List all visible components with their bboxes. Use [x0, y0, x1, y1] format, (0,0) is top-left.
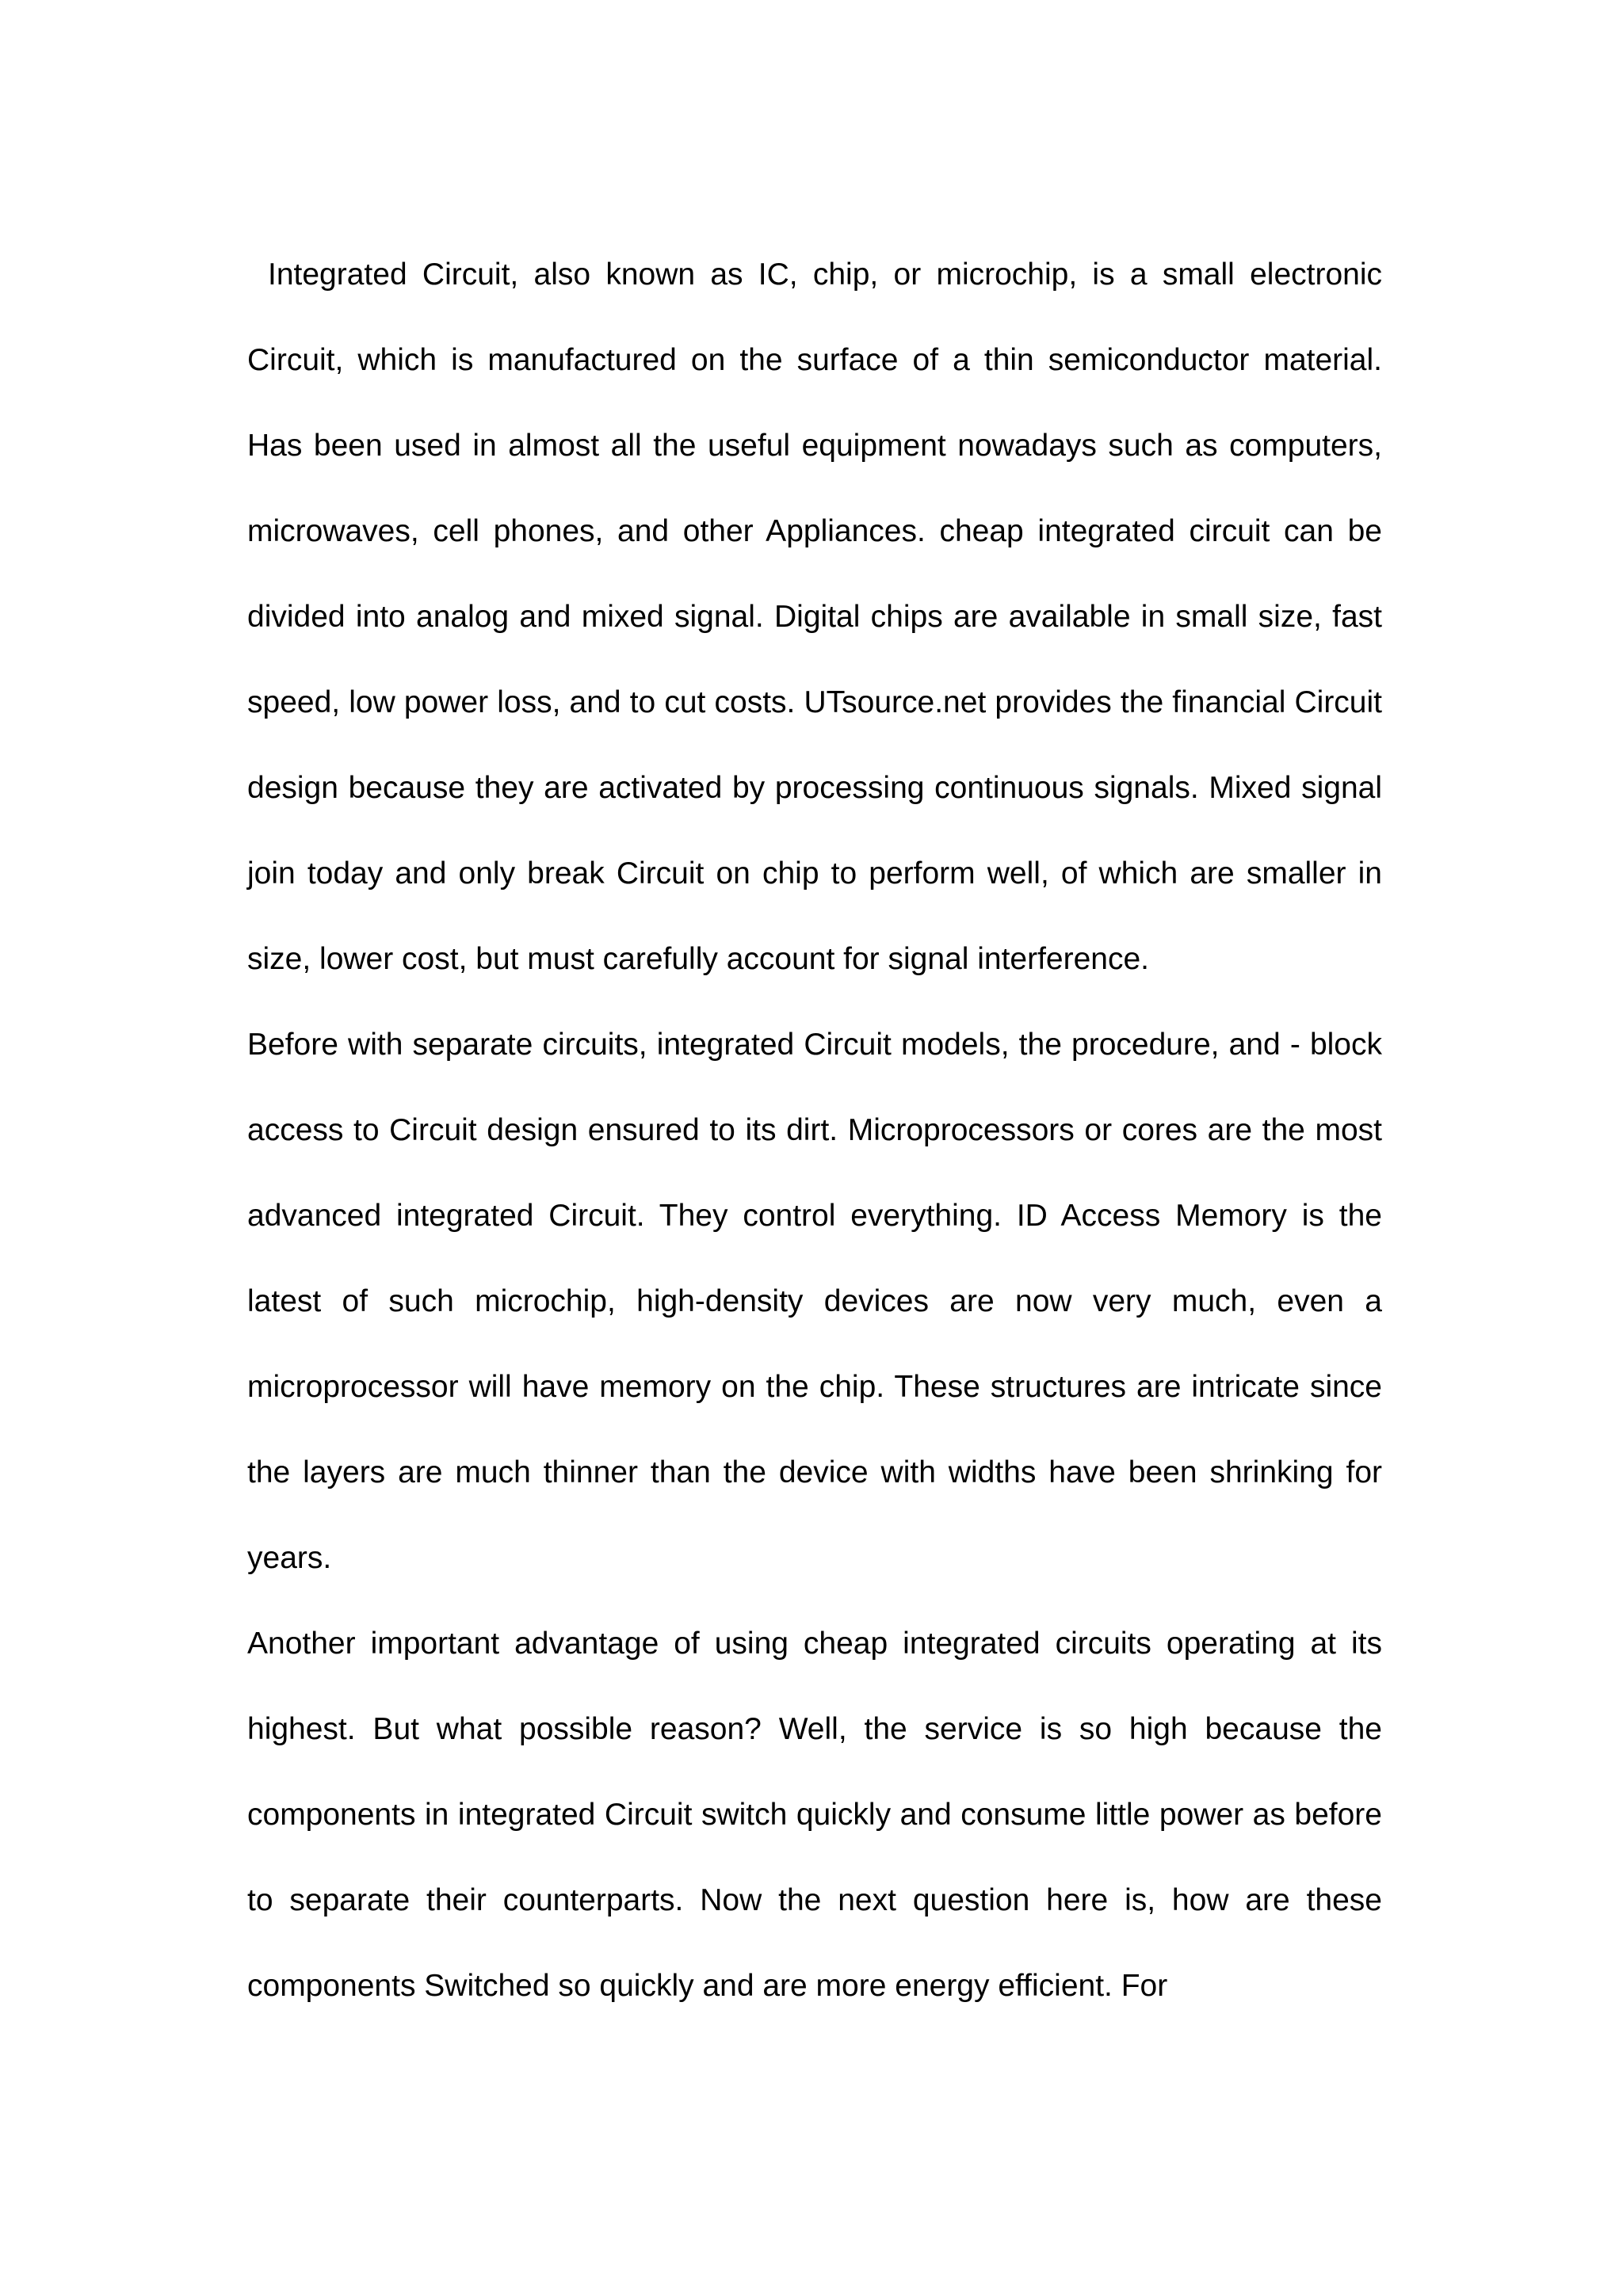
- paragraph-microprocessors-memory: Before with separate circuits, integrated Circuit models, the procedure, and - block access to Circuit design ensured to its dirt. Microprocessors or cores are the most advanced integrated Circuit. They control everything. ID Access Memory is the latest of such microchip, high-density devices are now very much, even a microprocessor will have memory on the chip. These structures are intricate since the layers are much thinner than the device with widths have been shrinking for years.: [247, 1028, 1382, 1575]
- paragraph-integrated-circuit-intro: Integrated Circuit, also known as IC, chip, or microchip, is a small electronic Circuit, which is manufactured on the surface of a thin semiconductor material. Has been used in almost all the useful equipment nowadays such as computers, microwaves, cell phones, and other Appliances. cheap integrated circuit can be divided into analog and mixed signal. Digital chips are available in small size, fast speed, low power loss, and to cut costs. UTsource.net provides the financial Circuit design because they are activated by processing continuous signals. Mixed signal join today and only break Circuit on chip to perform well, of which are smaller in size, lower cost, but must carefully account for signal interference.: [247, 257, 1382, 976]
- document-body: [247, 232, 1382, 2029]
- paragraph-advantages: Another important advantage of using cheap integrated circuits operating at its highest. But what possible reason? Well, the service is so high because the components in integrated Circuit switch quickly and consume little power as before to separate their counterparts. Now the next question here is, how are these components Switched so quickly and are more energy efficient. For: [247, 1627, 1382, 2003]
